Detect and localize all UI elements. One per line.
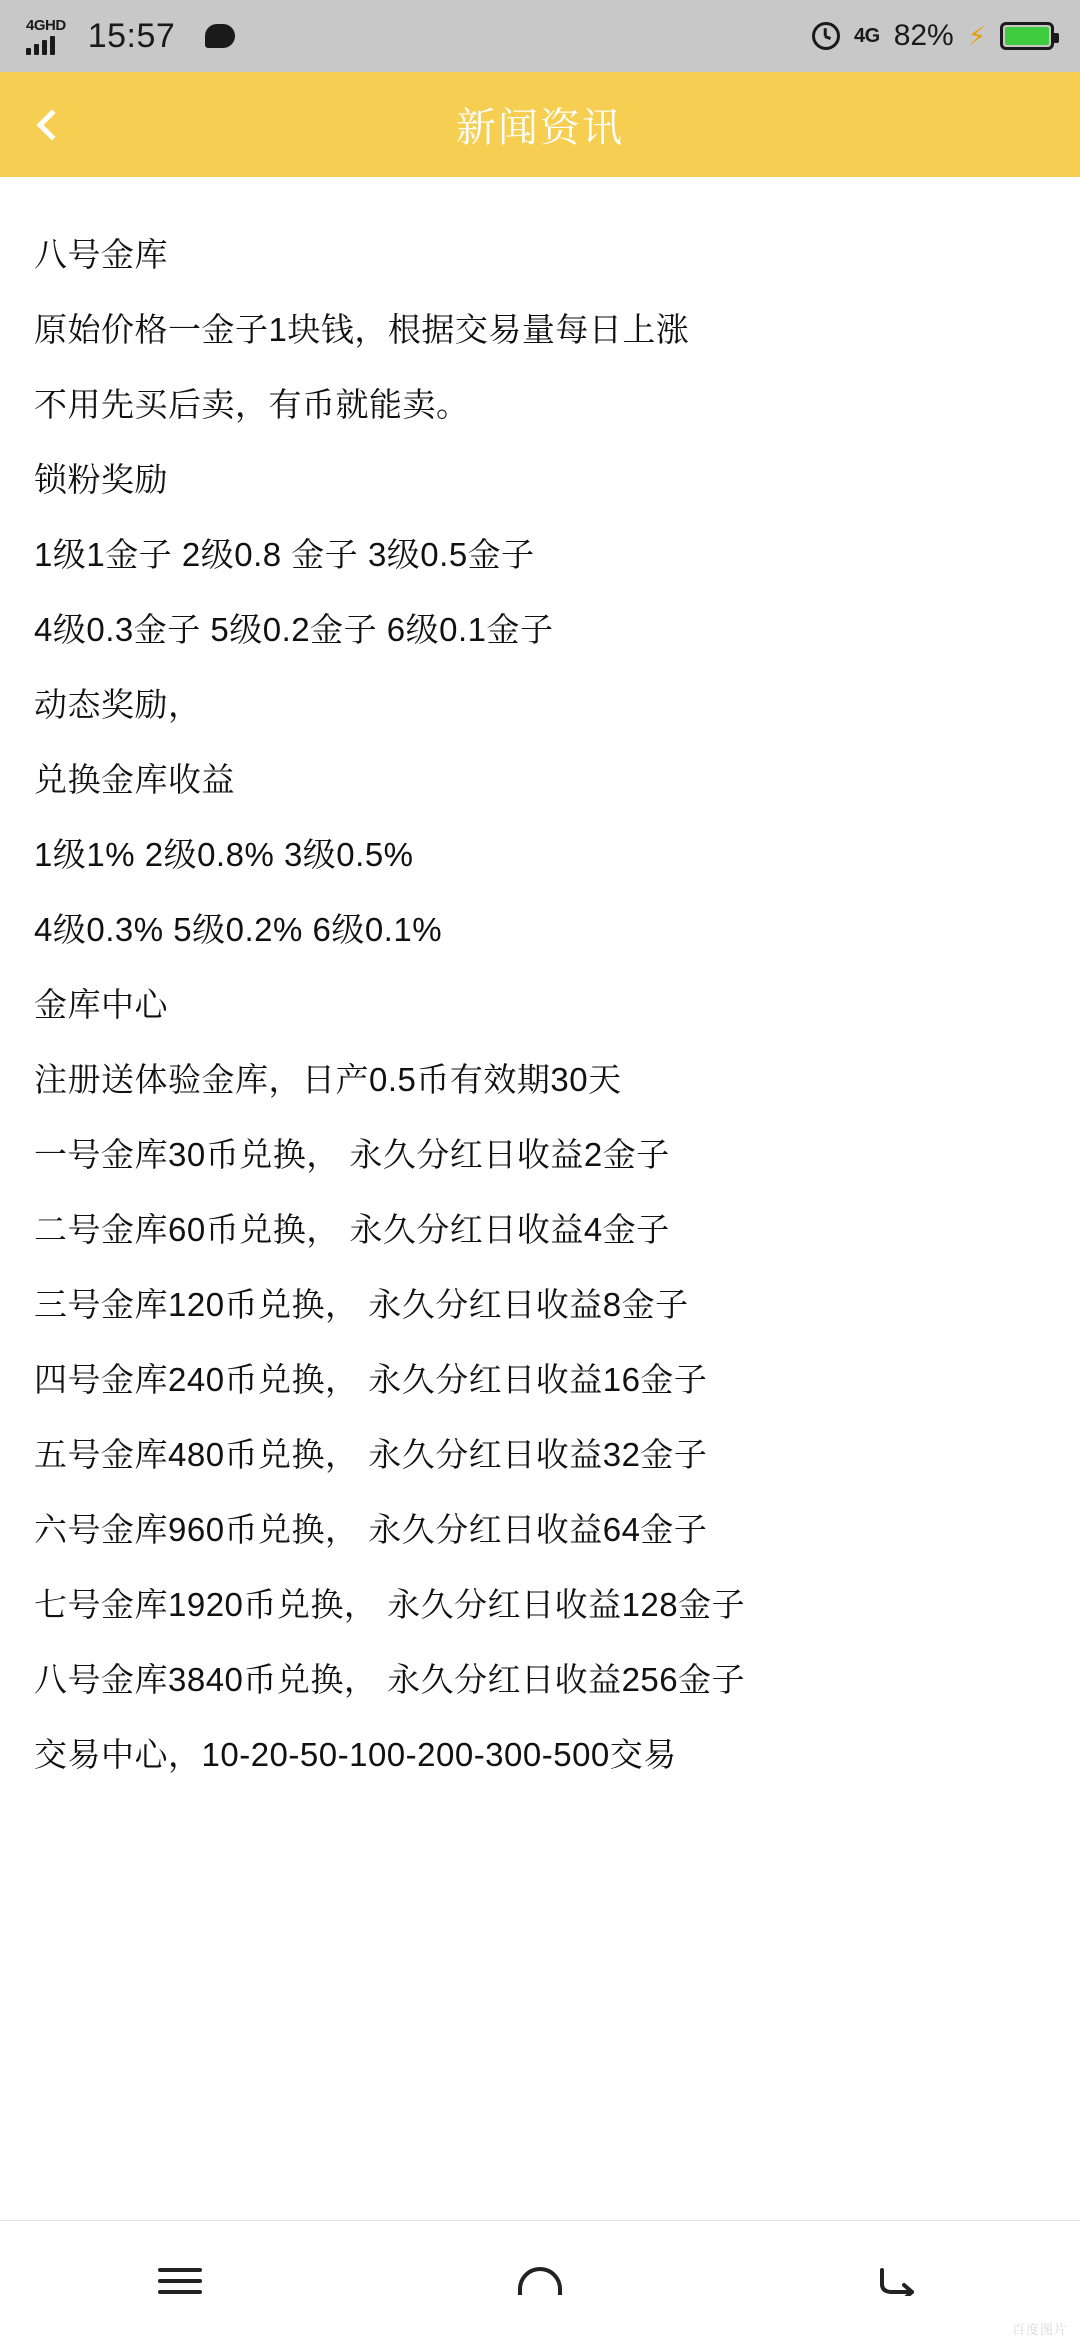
chevron-left-icon [36,109,67,140]
message-bubble-icon [205,24,235,48]
article-line: 4级0.3% 5级0.2% 6级0.1% [34,911,443,948]
battery-icon [1000,22,1054,50]
status-bar [0,0,1080,72]
home-button[interactable] [465,2221,615,2340]
menu-icon [158,2268,202,2294]
article-line: 五号金库480币兑换， 永久分红日收益32金子 [34,1436,708,1473]
app-bar [0,72,1080,177]
article-line: 兑换金库收益 [34,761,235,798]
article-line: 四号金库240币兑换， 永久分红日收益16金子 [34,1361,708,1398]
article-line: 八号金库3840币兑换， 永久分红日收益256金子 [34,1661,746,1698]
article-line: 三号金库120币兑换， 永久分红日收益8金子 [34,1286,689,1323]
status-bar-left [26,17,235,56]
network-type-label: 4GHD [26,16,66,34]
back-button[interactable] [0,72,96,177]
charging-bolt-icon: ⚡ [967,21,986,51]
article-line: 原始价格一金子1块钱，根据交易量每日上涨 [34,311,690,348]
article-line: 二号金库60币兑换， 永久分红日收益4金子 [34,1211,670,1248]
alarm-clock-icon [812,22,840,50]
watermark-text: 百度图片 [1011,2322,1068,2337]
article-line: 不用先买后卖，有币就能卖。 [34,386,470,423]
article-line: 锁粉奖励 [34,461,168,498]
article-line: 六号金库960币兑换， 永久分红日收益64金子 [34,1511,708,1548]
article-line: 金库中心 [34,986,168,1023]
article-line: 交易中心，10-20-50-100-200-300-500交易 [34,1736,677,1773]
article-line: 动态奖励， [34,686,202,723]
signal-strength-icon [26,35,55,55]
article-line: 一号金库30币兑换， 永久分红日收益2金子 [34,1136,670,1173]
article-line: 1级1% 2级0.8% 3级0.5% [34,836,414,873]
battery-percent-label: 82% [893,19,954,52]
status-time: 15:57 [87,16,176,55]
article-line: 注册送体验金库，日产0.5币有效期30天 [34,1061,622,1098]
article-line: 1级1金子 2级0.8 金子 3级0.5金子 [34,536,535,573]
status-bar-right [812,19,1054,53]
article-line: 八号金库 [34,236,168,273]
recent-apps-button[interactable] [105,2221,255,2340]
home-icon [518,2267,562,2295]
secondary-network-label: 4G [854,24,880,47]
system-navigation-bar [0,2220,1080,2340]
system-back-button[interactable] [825,2221,975,2340]
page-title: 新闻资讯 [456,106,624,150]
article-content[interactable] [0,177,1080,2220]
network-indicator [26,18,66,55]
back-arrow-icon [878,2266,922,2296]
article-line: 4级0.3金子 5级0.2金子 6级0.1金子 [34,611,554,648]
article-line: 七号金库1920币兑换， 永久分红日收益128金子 [34,1586,746,1623]
